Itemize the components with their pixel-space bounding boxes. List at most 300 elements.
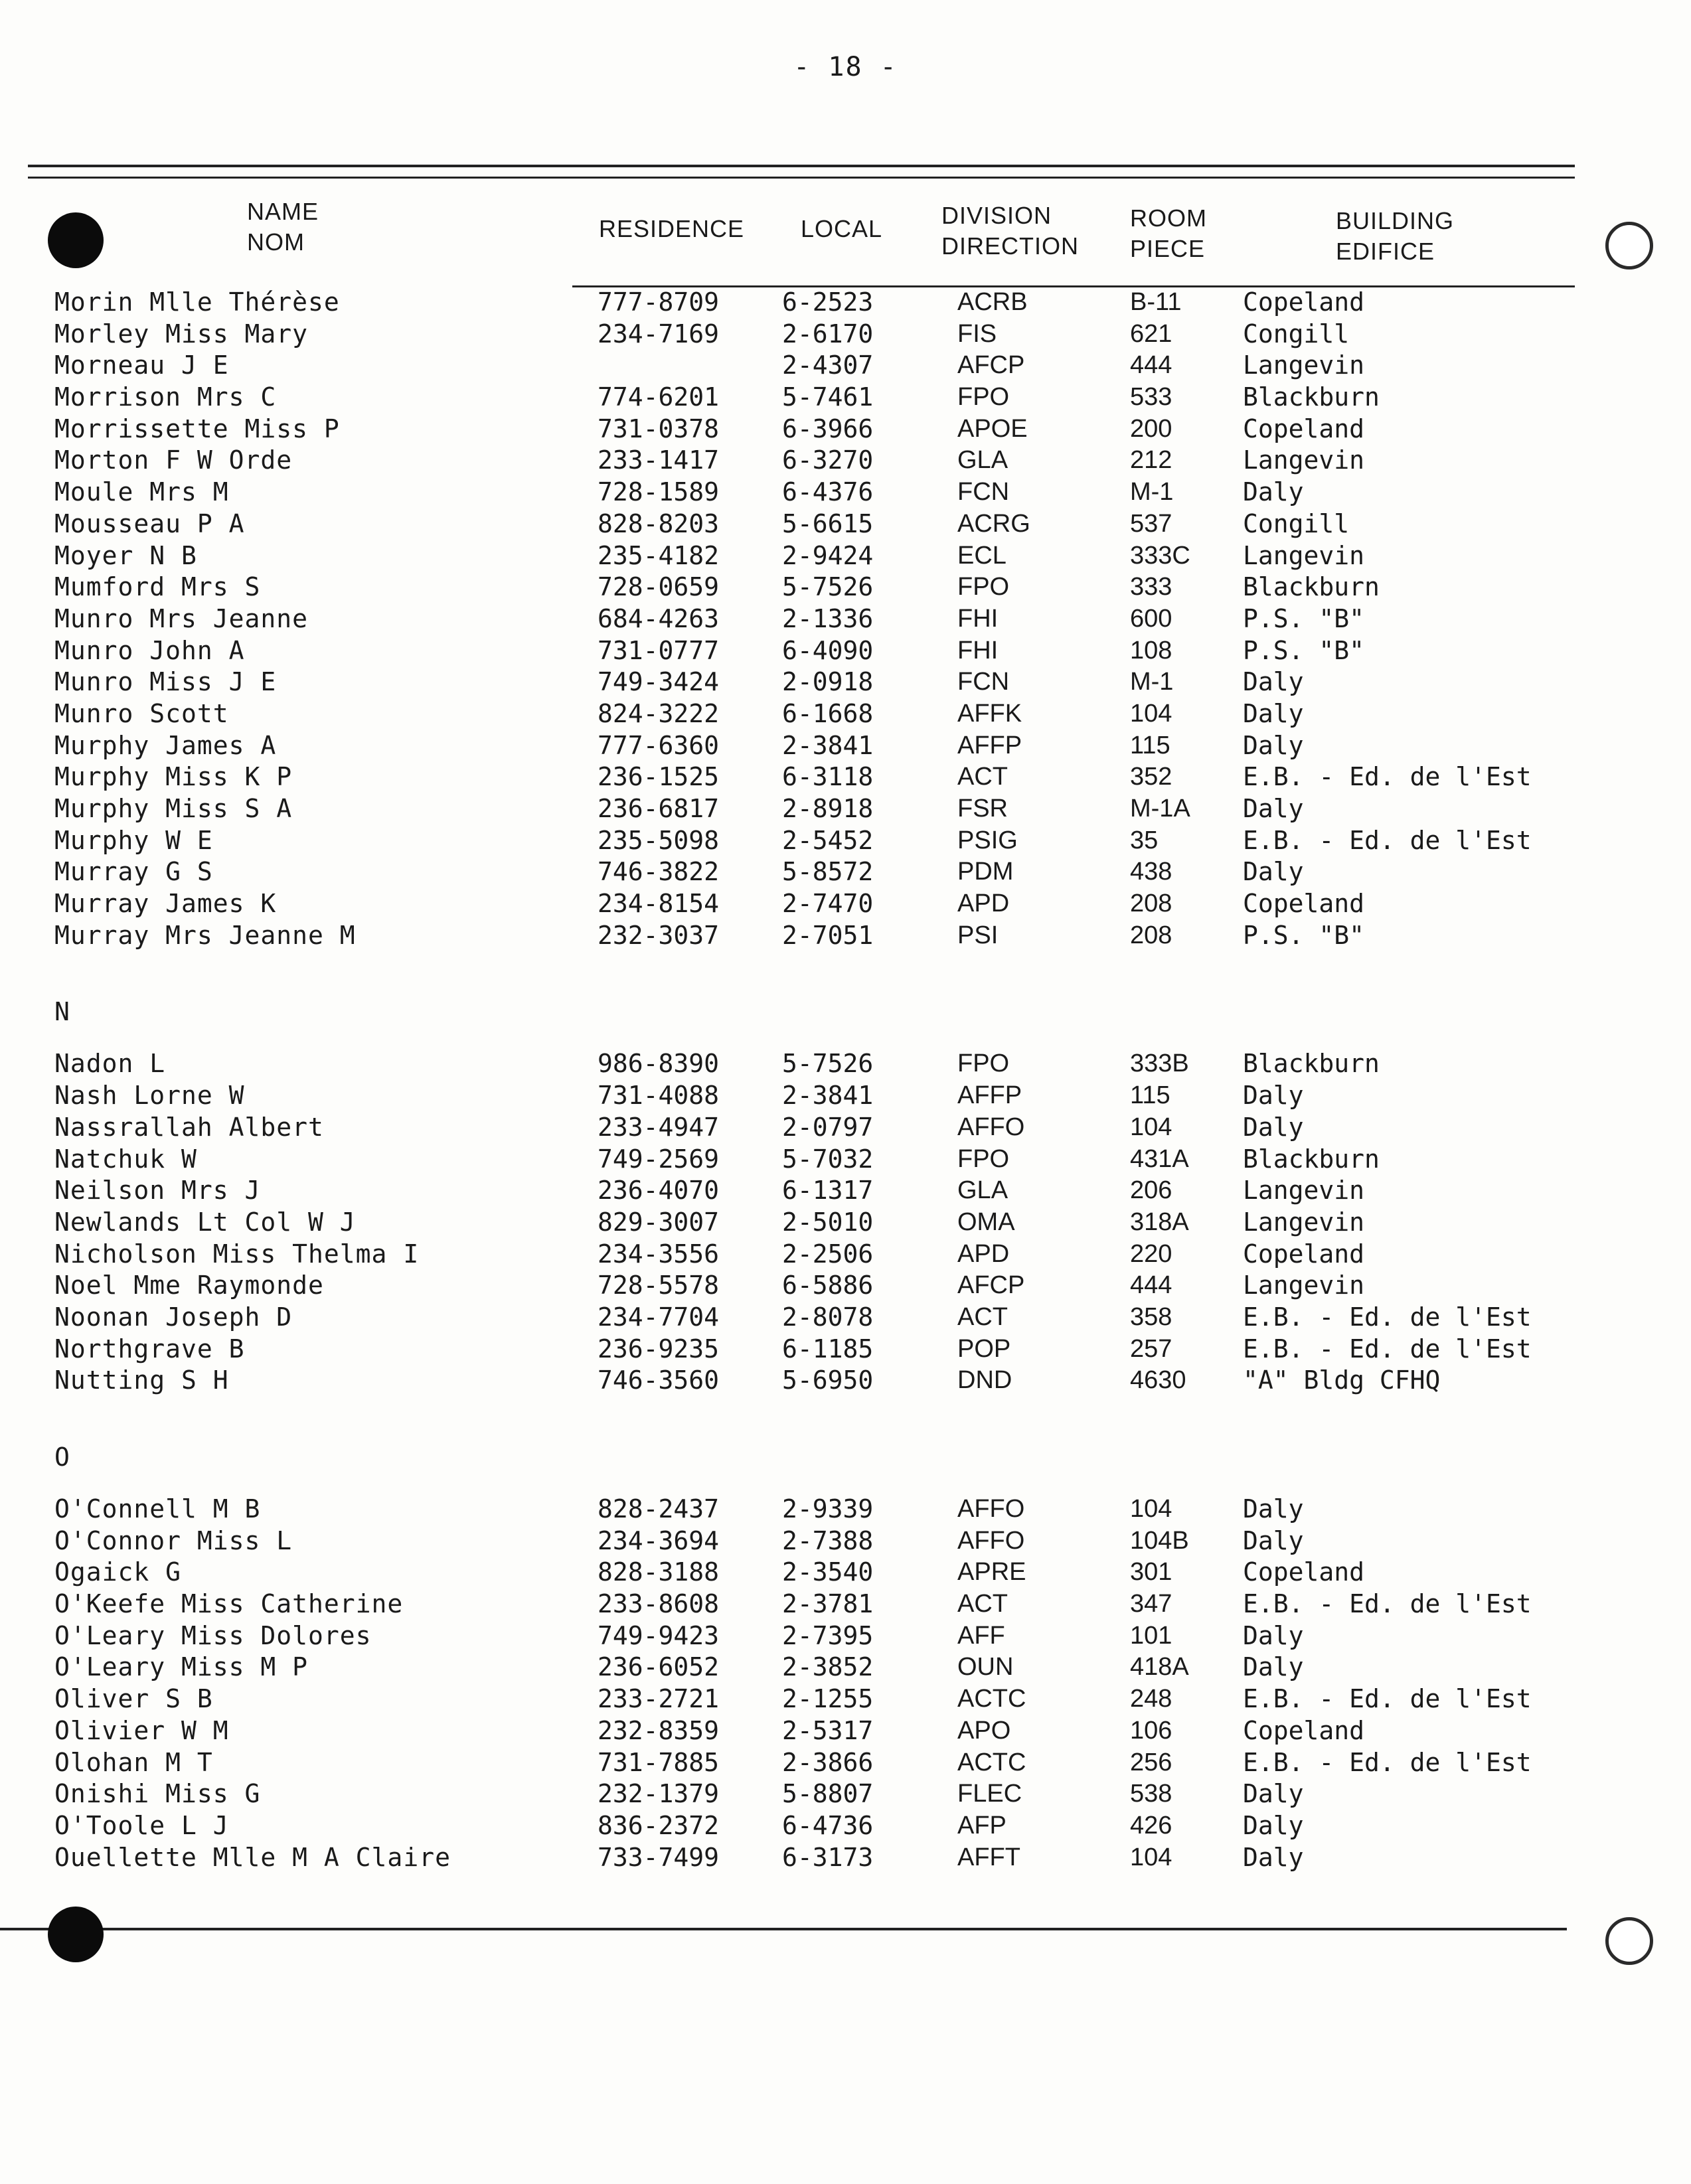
header-residence: RESIDENCE [599,215,745,242]
entry-residence: 824-3222 [598,698,720,728]
entry-room: 352 [1130,763,1172,791]
entry-room: 115 [1130,731,1170,759]
entry-room: 104 [1130,699,1172,728]
table-row [0,477,1691,508]
entry-room: 538 [1130,1780,1172,1808]
table-row [0,1302,1691,1334]
entry-local: 2-1336 [782,603,874,633]
entry-room: 358 [1130,1302,1172,1331]
entry-residence: 233-1417 [598,445,720,475]
entry-local: 5-6950 [782,1365,874,1395]
entry-room: 431A [1130,1144,1189,1173]
entry-room: M-1A [1130,795,1190,822]
entry-local: 5-7461 [782,382,874,412]
entry-name: Murphy James A [54,730,277,760]
entry-division: ACT [957,763,1008,791]
entry-local: 2-3781 [782,1589,874,1619]
entry-name: Newlands Lt Col W J [54,1207,356,1237]
entry-local: 6-3118 [782,762,874,792]
entry-name: Munro Scott [54,698,229,728]
entry-name: Noonan Joseph D [54,1302,293,1332]
entry-local: 6-3966 [782,414,874,443]
entry-residence: 731-4088 [598,1081,720,1111]
entry-division: AFF [957,1621,1005,1650]
entry-room: 106 [1130,1716,1172,1745]
entry-local: 2-3852 [782,1652,874,1682]
entry-room: M-1 [1130,668,1174,696]
entry-division: DND [957,1366,1012,1395]
entry-local: 6-2523 [782,287,874,317]
entry-division: FCN [957,668,1010,696]
table-row [0,1239,1691,1271]
entry-local: 2-0918 [782,667,874,697]
table-row [0,793,1691,825]
entry-name: Onishi Miss G [54,1779,261,1809]
entry-division: GLA [957,446,1008,475]
entry-residence: 828-2437 [598,1494,720,1523]
entry-room: 537 [1130,509,1172,538]
entry-division: AFCP [957,351,1025,380]
entry-local: 2-7395 [782,1620,874,1650]
entry-building: Langevin [1243,1271,1365,1300]
table-row [0,287,1691,319]
table-row [0,350,1691,382]
entry-local: 2-5010 [782,1207,874,1237]
entry-residence: 236-6817 [598,794,720,823]
entry-room: 104B [1130,1526,1189,1555]
table-row [0,1494,1691,1525]
entry-local: 6-3173 [782,1842,874,1872]
entry-name: O'Leary Miss Dolores [54,1620,372,1650]
entry-name: Morton F W Orde [54,445,293,475]
entry-division: FHI [957,604,999,633]
entry-building: Daly [1243,1810,1304,1840]
entry-residence: 236-1525 [598,762,720,792]
entry-local: 6-3270 [782,445,874,475]
entry-division: FLEC [957,1780,1022,1808]
entry-local: 6-1668 [782,698,874,728]
table-row [0,603,1691,635]
entry-building: Langevin [1243,1207,1365,1237]
entry-local: 6-4376 [782,477,874,507]
entry-residence: 233-8608 [598,1589,720,1619]
top-rule-double [28,177,1575,179]
entry-division: PDM [957,858,1014,886]
entry-division: FPO [957,573,1010,601]
entry-building: Langevin [1243,1176,1365,1206]
entry-room: 101 [1130,1621,1172,1650]
entry-room: 256 [1130,1748,1172,1776]
entry-residence: 728-0659 [598,572,720,602]
entry-building: P.S. "B" [1243,635,1365,665]
table-row [0,1048,1691,1080]
entry-division: AFFT [957,1843,1020,1871]
entry-name: Nash Lorne W [54,1081,245,1111]
entry-room: 220 [1130,1239,1172,1268]
table-row [0,1080,1691,1112]
entry-division: AFFO [957,1113,1025,1141]
entry-division: ACTC [957,1685,1026,1713]
section-heading [0,982,1691,1048]
entry-name: Munro John A [54,635,245,665]
table-row [0,920,1691,952]
entry-name: Morrissette Miss P [54,414,340,443]
entry-room: 108 [1130,636,1172,664]
table-row [0,1683,1691,1715]
header-name: NAME NOM [247,198,319,256]
table-row [0,382,1691,414]
table-row [0,825,1691,857]
entry-division: FHI [957,636,999,664]
entry-name: Natchuk W [54,1144,197,1174]
table-row [0,1652,1691,1683]
entry-local: 2-5452 [782,825,874,855]
table-row [0,1715,1691,1747]
entry-local: 2-4307 [782,351,874,380]
entry-residence: 232-3037 [598,920,720,950]
table-row [0,1334,1691,1365]
table-row [0,730,1691,762]
entry-building: Copeland [1243,1239,1365,1269]
entry-name: Mousseau P A [54,508,245,538]
entry-room: 104 [1130,1495,1172,1523]
entry-division: APD [957,890,1010,918]
entry-room: 208 [1130,890,1172,918]
entry-residence: 731-0777 [598,635,720,665]
entry-local: 2-3841 [782,1081,874,1111]
entry-name: Morneau J E [54,351,229,380]
table-row [0,856,1691,888]
entry-division: OUN [957,1653,1014,1681]
table-row [0,666,1691,698]
entry-building: Daly [1243,698,1304,728]
header-division: DIVISION DIRECTION [941,202,1079,260]
entry-local: 2-9339 [782,1494,874,1523]
entry-room: 104 [1130,1843,1172,1871]
table-row [0,1112,1691,1144]
bottom-rule [0,1928,1567,1930]
entry-room: 347 [1130,1590,1172,1618]
entry-residence: 234-7704 [598,1302,720,1332]
entry-name: Murray Mrs Jeanne M [54,920,356,950]
entry-residence: 836-2372 [598,1810,720,1840]
entry-name: Munro Mrs Jeanne [54,603,309,633]
entry-building: Daly [1243,1652,1304,1682]
entry-residence: 829-3007 [598,1207,720,1237]
entry-room: 333C [1130,541,1190,570]
entry-division: POP [957,1334,1011,1363]
entry-division: APOE [957,414,1028,443]
entry-residence: 749-2569 [598,1144,720,1174]
table-row [0,635,1691,667]
entry-room: B-11 [1130,288,1182,316]
entry-building: Daly [1243,1842,1304,1872]
entry-building: Blackburn [1243,382,1380,412]
entry-residence: 774-6201 [598,382,720,412]
entry-building: E.B. - Ed. de l'Est [1243,1747,1532,1777]
entry-name: Nassrallah Albert [54,1112,324,1142]
entry-division: ACRG [957,509,1030,538]
entry-residence: 234-3694 [598,1525,720,1555]
entry-local: 5-7526 [782,1049,874,1079]
column-header [0,196,1691,276]
entry-division: AFFO [957,1495,1025,1523]
entry-room: 444 [1130,1271,1172,1300]
entry-building: Daly [1243,477,1304,507]
entry-name: Nutting S H [54,1365,229,1395]
entry-room: 621 [1130,319,1172,348]
entry-residence: 728-5578 [598,1271,720,1300]
entry-division: FPO [957,1144,1010,1173]
table-row [0,572,1691,603]
entry-building: Copeland [1243,889,1365,919]
table-row [0,1557,1691,1589]
entry-building: Daly [1243,1081,1304,1111]
entry-residence: 234-3556 [598,1239,720,1269]
entry-local: 2-3841 [782,730,874,760]
top-rule [28,165,1575,167]
entry-residence: 236-9235 [598,1334,720,1364]
entry-room: 533 [1130,383,1172,412]
entry-room: 200 [1130,414,1172,443]
table-row [0,761,1691,793]
entry-local: 5-6615 [782,508,874,538]
entry-room: 4630 [1130,1366,1186,1395]
entry-residence: 731-0378 [598,414,720,443]
table-row [0,1778,1691,1810]
entry-name: Morley Miss Mary [54,319,309,349]
entry-residence: 236-6052 [598,1652,720,1682]
entry-building: P.S. "B" [1243,920,1365,950]
entry-name: Ouellette Mlle M A Claire [54,1842,451,1872]
entry-residence: 777-8709 [598,287,720,317]
entry-division: GLA [957,1176,1008,1205]
entry-building: "A" Bldg CFHQ [1243,1365,1441,1395]
entry-residence: 746-3822 [598,857,720,887]
entry-building: Langevin [1243,445,1365,475]
entry-name: Murphy W E [54,825,213,855]
entry-residence: 828-3188 [598,1557,720,1587]
entry-room: 104 [1130,1113,1172,1141]
entry-building: Copeland [1243,1715,1365,1745]
entry-residence: 749-9423 [598,1620,720,1650]
entry-name: Morin Mlle Thérèse [54,287,340,317]
entry-room: 257 [1130,1334,1172,1363]
entry-building: E.B. - Ed. de l'Est [1243,762,1532,792]
table-row [0,319,1691,351]
entry-residence: 233-2721 [598,1684,720,1714]
entry-local: 5-8807 [782,1779,874,1809]
entry-division: APO [957,1716,1011,1745]
entry-name: Morrison Mrs C [54,382,277,412]
entry-local: 2-5317 [782,1715,874,1745]
entry-room: 35 [1130,826,1159,854]
entry-local: 6-1185 [782,1334,874,1364]
table-row [0,1207,1691,1239]
entry-local: 2-3540 [782,1557,874,1587]
entry-name: Nadon L [54,1049,166,1079]
entry-room: 115 [1130,1081,1170,1110]
entry-name: Northgrave B [54,1334,245,1364]
entry-room: M-1 [1130,478,1174,507]
entry-room: 600 [1130,604,1172,633]
entry-name: O'Keefe Miss Catherine [54,1589,404,1619]
entry-division: APRE [957,1558,1026,1587]
entry-room: 208 [1130,921,1172,949]
entry-room: 333B [1130,1050,1189,1078]
entry-residence: 746-3560 [598,1365,720,1395]
entry-division: AFFO [957,1526,1025,1555]
entry-local: 5-8572 [782,857,874,887]
entry-residence: 684-4263 [598,603,720,633]
entry-name: O'Connor Miss L [54,1525,293,1555]
entry-division: OMA [957,1208,1015,1236]
entry-division: ACTC [957,1748,1026,1776]
entry-building: Daly [1243,794,1304,823]
entry-residence: 232-1379 [598,1779,720,1809]
entry-building: Copeland [1243,414,1365,443]
entry-residence: 749-3424 [598,667,720,697]
entry-building: E.B. - Ed. de l'Est [1243,825,1532,855]
entry-building: Congill [1243,508,1350,538]
entry-building: Langevin [1243,351,1365,380]
entry-name: Murray G S [54,857,213,887]
entry-building: Copeland [1243,1557,1365,1587]
table-row [0,1525,1691,1557]
entry-division: FPO [957,1050,1010,1078]
entry-building: Congill [1243,319,1350,349]
entry-division: APD [957,1239,1010,1268]
entry-room: 418A [1130,1653,1189,1681]
header-local: LOCAL [801,215,883,242]
entry-residence: 733-7499 [598,1842,720,1872]
entry-residence: 232-8359 [598,1715,720,1745]
table-row [0,508,1691,540]
entry-residence: 235-5098 [598,825,720,855]
entry-division: ACT [957,1590,1008,1618]
entry-name: Oliver S B [54,1684,213,1714]
table-row [0,540,1691,572]
entry-name: Mumford Mrs S [54,572,261,602]
entry-residence: 234-7169 [598,319,720,349]
entry-local: 5-7526 [782,572,874,602]
entry-local: 2-6170 [782,319,874,349]
page-number: - 18 - [793,52,898,82]
entry-local: 2-7051 [782,920,874,950]
entry-building: E.B. - Ed. de l'Est [1243,1589,1532,1619]
entry-local: 2-1255 [782,1684,874,1714]
entry-local: 2-3866 [782,1747,874,1777]
entry-building: E.B. - Ed. de l'Est [1243,1302,1532,1332]
entry-residence: 828-8203 [598,508,720,538]
table-row [0,445,1691,477]
entry-local: 6-4736 [782,1810,874,1840]
entry-building: Daly [1243,1525,1304,1555]
entry-local: 6-1317 [782,1176,874,1206]
entry-division: AFFP [957,731,1022,759]
entry-room: 206 [1130,1176,1172,1205]
section-heading [0,1427,1691,1494]
entry-name: Munro Miss J E [54,667,277,697]
entry-division: ACRB [957,288,1028,316]
entry-name: O'Toole L J [54,1810,229,1840]
entry-building: Daly [1243,1494,1304,1523]
entry-name: Murray James K [54,889,277,919]
entry-residence: 728-1589 [598,477,720,507]
entry-building: Daly [1243,730,1304,760]
entry-building: Blackburn [1243,1144,1380,1174]
entry-name: Neilson Mrs J [54,1176,261,1206]
entry-division: AFCP [957,1271,1025,1300]
entry-building: Daly [1243,1779,1304,1809]
table-row [0,1144,1691,1176]
entry-local: 5-7032 [782,1144,874,1174]
entry-local: 2-9424 [782,540,874,570]
entry-name: Nicholson Miss Thelma I [54,1239,420,1269]
entry-local: 2-7388 [782,1525,874,1555]
entry-local: 2-8078 [782,1302,874,1332]
entry-name: Ogaick G [54,1557,182,1587]
entry-division: FPO [957,383,1010,412]
entry-building: Blackburn [1243,1049,1380,1079]
entry-local: 6-4090 [782,635,874,665]
entry-building: E.B. - Ed. de l'Est [1243,1684,1532,1714]
table-row [0,1175,1691,1207]
entry-building: Copeland [1243,287,1365,317]
entry-division: AFP [957,1811,1007,1839]
entry-residence: 234-8154 [598,889,720,919]
entry-room: 426 [1130,1811,1172,1839]
table-row [0,1589,1691,1620]
entry-division: ACT [957,1302,1008,1331]
binder-ring-icon [1605,1917,1653,1965]
entry-building: Langevin [1243,540,1365,570]
entry-local: 2-7470 [782,889,874,919]
entry-division: AFFK [957,699,1022,728]
entry-building: Blackburn [1243,572,1380,602]
entry-building: P.S. "B" [1243,603,1365,633]
entry-name: Murphy Miss K P [54,762,293,792]
table-row [0,414,1691,445]
header-building: BUILDING EDIFICE [1336,207,1455,265]
entry-division: ECL [957,541,1007,570]
entry-building: Daly [1243,667,1304,697]
table-row [0,698,1691,730]
entry-room: 318A [1130,1208,1189,1236]
entry-room: 333 [1130,573,1172,601]
directory-list [0,287,1691,1873]
entry-room: 444 [1130,351,1172,380]
entry-local: 2-2506 [782,1239,874,1269]
entry-residence: 235-4182 [598,540,720,570]
entry-room: 301 [1130,1558,1172,1587]
section-letter: N [54,997,70,1027]
entry-building: Daly [1243,1620,1304,1650]
header-room: ROOM PIECE [1130,204,1207,262]
entry-division: FSR [957,795,1008,822]
entry-building: Daly [1243,1112,1304,1142]
entry-name: Murphy Miss S A [54,794,293,823]
entry-local: 6-5886 [782,1271,874,1300]
entry-building: E.B. - Ed. de l'Est [1243,1334,1532,1364]
entry-room: 438 [1130,858,1172,886]
entry-division: FIS [957,319,997,348]
table-row [0,1810,1691,1842]
entry-room: 212 [1130,446,1172,475]
entry-residence: 777-6360 [598,730,720,760]
entry-room: 248 [1130,1685,1172,1713]
table-row [0,1620,1691,1652]
